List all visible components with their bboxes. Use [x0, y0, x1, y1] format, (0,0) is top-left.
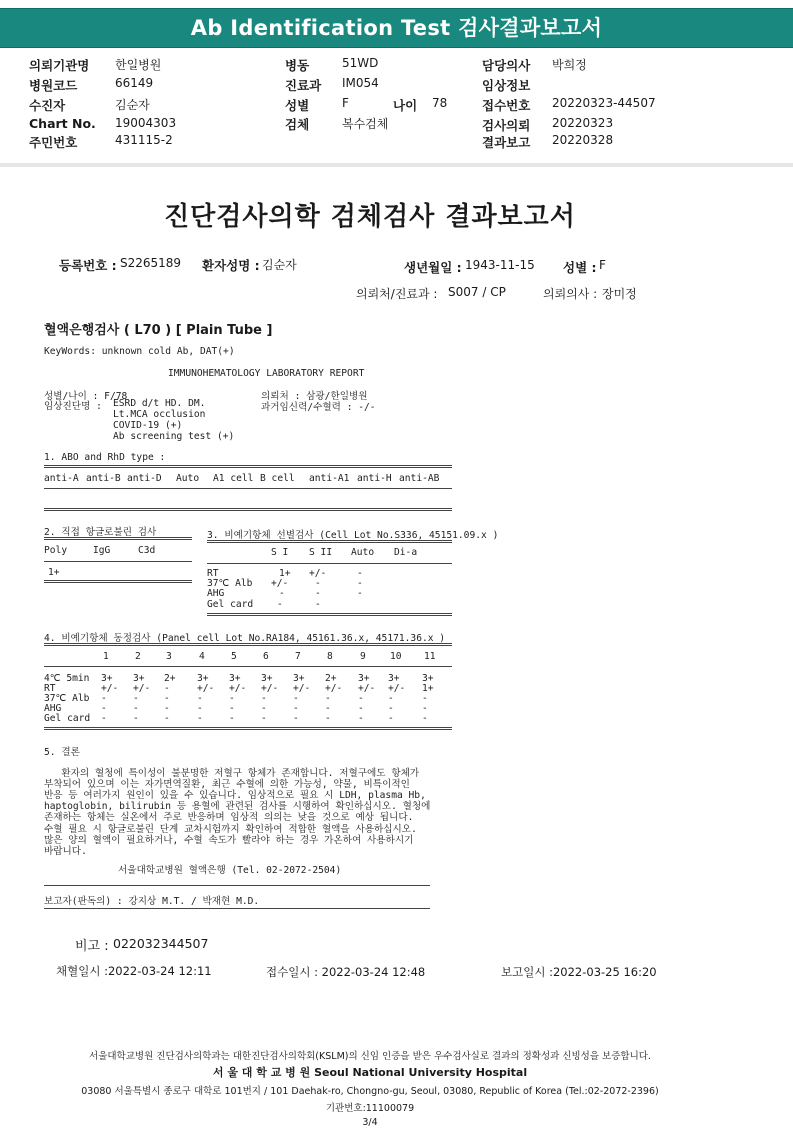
s4-cell: -	[293, 713, 299, 724]
s4-cell: 3+	[358, 673, 370, 684]
remarks-label: 비고 :	[75, 939, 109, 954]
s4-row-label: Gel card	[44, 713, 91, 724]
s4-cell: -	[422, 693, 428, 704]
s3-header: S I	[271, 547, 289, 558]
double-rule	[44, 465, 452, 468]
s4-cell: +/-	[388, 683, 406, 694]
section-divider	[0, 163, 793, 167]
s4-header-cell: 1	[103, 651, 109, 662]
s3-cell: -	[357, 588, 363, 599]
s1-header: anti-AB	[399, 473, 440, 484]
hospital-name-kr: 서 울 대 학 교 병 원	[212, 1066, 311, 1079]
s4-cell: 3+	[388, 673, 400, 684]
institution-number: 기관번호:11100079	[325, 1103, 415, 1114]
s3-cell: +/-	[309, 568, 327, 579]
s4-title: 4. 비예기항체 동정검사 (Panel cell Lot No.RA184, 45161.36.x, 45171.36.x )	[44, 633, 446, 644]
header-label: 접수번호	[482, 98, 531, 113]
conclusion-line: 많은 양의 혈액이 필요하거나, 수혈 속도가 빨라야 하는 경우 가온하여 사용하시기	[44, 834, 414, 846]
s4-cell: +/-	[101, 683, 119, 694]
reporter: 보고자(판독의) : 강지상 M.T. / 박재현 M.D.	[44, 896, 260, 907]
s4-header-cell: 8	[327, 651, 333, 662]
s2-value: 1+	[48, 567, 60, 578]
s4-cell: -	[197, 693, 203, 704]
header-value: 김순자	[115, 98, 150, 112]
s4-cell: 3+	[261, 673, 273, 684]
s4-cell: -	[229, 713, 235, 724]
s4-cell: -	[133, 693, 139, 704]
s3-cell: -	[315, 588, 321, 599]
s4-cell: 2+	[164, 673, 176, 684]
s4-cell: 3+	[422, 673, 434, 684]
s4-cell: -	[293, 703, 299, 714]
s4-cell: -	[101, 713, 107, 724]
conclusion-line: 바랍니다.	[44, 845, 87, 857]
s1-header: anti-H	[357, 473, 392, 484]
s3-cell: -	[277, 599, 283, 610]
s3-cell: -	[315, 578, 321, 589]
single-rule	[207, 563, 452, 564]
dept-label: 의뢰처/진료과 :	[356, 287, 438, 301]
s4-cell: -	[164, 693, 170, 704]
header-label: 임상정보	[482, 78, 531, 93]
doctor-value: 장미정	[602, 287, 637, 301]
hospital-name-en: Seoul National University Hospital	[314, 1066, 528, 1079]
s4-cell: -	[101, 703, 107, 714]
header-value: 19004303	[115, 116, 177, 130]
s4-cell: -	[261, 713, 267, 724]
single-rule	[44, 561, 192, 562]
s4-cell: +/-	[229, 683, 247, 694]
s3-cell: -	[279, 588, 285, 599]
s4-cell: -	[164, 713, 170, 724]
doctor-label: 의뢰의사 :	[543, 287, 598, 301]
s4-header-cell: 4	[199, 651, 205, 662]
s4-cell: -	[388, 693, 394, 704]
s4-cell: -	[422, 713, 428, 724]
header-value: 복수검체	[342, 117, 389, 131]
single-rule	[44, 666, 452, 667]
dept-value: S007 / CP	[448, 285, 506, 299]
header-value: 20220323-44507	[552, 96, 656, 110]
s1-header: anti-D	[127, 473, 162, 484]
s4-header-cell: 11	[424, 651, 436, 662]
collected-datetime: 채혈일시 :2022-03-24 12:11	[56, 964, 212, 978]
s4-cell: +/-	[133, 683, 151, 694]
s4-row-label: 4℃ 5min	[44, 673, 90, 684]
s4-cell: -	[325, 693, 331, 704]
diagnosis-line: COVID-19 (+)	[113, 420, 183, 431]
s4-cell: -	[388, 713, 394, 724]
conclusion-line: 존재하는 항체는 실온에서 주로 반응하며 임상적 의의는 낮을 것으로 예상 됩니다.	[44, 812, 414, 824]
blood-bank: 서울대학교병원 혈액은행 (Tel. 02-2072-2504)	[118, 865, 342, 876]
s4-cell: -	[325, 703, 331, 714]
header-label: 성별	[285, 98, 310, 113]
s1-header: A1 cell	[213, 473, 254, 484]
s3-cell: 1+	[279, 568, 291, 579]
s1-header: anti-B	[86, 473, 121, 484]
s4-header-cell: 10	[390, 651, 402, 662]
received-datetime: 접수일시 : 2022-03-24 12:48	[266, 965, 426, 979]
s4-cell: 3+	[101, 673, 113, 684]
s3-cell: -	[357, 568, 363, 579]
header-label: 검사의뢰	[482, 118, 531, 133]
referral: 의뢰처 : 삼광/한일병원	[261, 391, 368, 402]
header-value: 박희정	[552, 58, 587, 72]
single-rule	[44, 908, 430, 909]
transfusion-history: 과거임신력/수혈력 : -/-	[261, 402, 376, 413]
s4-cell: -	[229, 693, 235, 704]
s1-header: anti-A	[44, 473, 79, 484]
s4-header-cell: 2	[135, 651, 141, 662]
header-value: IM054	[342, 76, 379, 90]
report-title: 진단검사의학 검체검사 결과보고서	[164, 202, 576, 232]
s4-cell: -	[101, 693, 107, 704]
conclusion-line: 부착되어 있으며 이는 자가면역질환, 최근 수혈에 의한 가능성, 약물, 비특이적인	[44, 779, 410, 791]
hospital-address: 03080 서울특별시 종로구 대학로 101번지 / 101 Daehak-ro, Chongno-gu, Seoul, 03080, Republic of Korea (Tel.:02-2072-2396)	[81, 1086, 659, 1097]
double-rule	[44, 537, 192, 540]
certification-text: 서울대학교병원 진단검사의학과는 대한진단검사의학회(KSLM)의 신임 인증을 받은 우수검사실로 결과의 정확성과 신빙성을 보증합니다.	[89, 1051, 651, 1062]
header-value: 431115-2	[115, 133, 173, 147]
diagnosis-line: Lt.MCA occlusion	[113, 409, 206, 420]
s3-row-label: AHG	[207, 588, 225, 599]
double-rule	[44, 643, 452, 646]
header-label: 검체	[285, 117, 310, 132]
s3-header: S II	[309, 547, 333, 558]
s4-cell: -	[261, 703, 267, 714]
sex-age: 성별/나이 : F/78	[44, 391, 128, 402]
s4-header-cell: 6	[263, 651, 269, 662]
header-value: 20220328	[552, 133, 614, 147]
header-label: 결과보고	[482, 135, 531, 150]
diagnosis-label: 임상진단명 :	[44, 401, 102, 412]
s4-cell: 2+	[325, 673, 337, 684]
s4-cell: -	[358, 703, 364, 714]
double-rule	[44, 508, 452, 511]
header-label: 병원코드	[29, 78, 78, 93]
s1-title: 1. ABO and RhD type :	[44, 452, 166, 463]
s4-header-cell: 9	[360, 651, 366, 662]
s4-cell: +/-	[293, 683, 311, 694]
s4-header-cell: 5	[231, 651, 237, 662]
s4-cell: -	[261, 693, 267, 704]
s4-cell: +/-	[358, 683, 376, 694]
s4-cell: +/-	[325, 683, 343, 694]
s4-cell: -	[229, 703, 235, 714]
s4-header-cell: 3	[166, 651, 172, 662]
s4-cell: 3+	[197, 673, 209, 684]
header-value: F	[342, 96, 349, 110]
s4-cell: -	[325, 713, 331, 724]
s4-row-label: 37℃ Alb	[44, 693, 90, 704]
reported-datetime: 보고일시 :2022-03-25 16:20	[501, 965, 657, 979]
s4-cell: +/-	[197, 683, 215, 694]
hospital-name	[0, 1064, 740, 1080]
name-value: 김순자	[262, 258, 297, 272]
s4-cell: -	[197, 713, 203, 724]
s1-header: B cell	[260, 473, 295, 484]
dob-value: 1943-11-15	[465, 258, 535, 272]
s4-cell: 1+	[422, 683, 434, 694]
s2-header: C3d	[138, 545, 156, 556]
diagnosis-line: ESRD d/t HD. DM.	[113, 398, 206, 409]
s3-row-label: RT	[207, 568, 219, 579]
s4-cell: 3+	[133, 673, 145, 684]
lab-report-title: IMMUNOHEMATOLOGY LABORATORY REPORT	[168, 368, 365, 379]
s4-cell: -	[164, 703, 170, 714]
s4-cell: -	[422, 703, 428, 714]
header-value: 한일병원	[115, 58, 162, 72]
header-value: 20220323	[552, 116, 614, 130]
s1-header: Auto	[176, 473, 200, 484]
s4-cell: -	[133, 703, 139, 714]
dob-label: 생년월일 :	[404, 260, 462, 275]
s4-header-cell: 7	[295, 651, 301, 662]
diagnosis-line: Ab screening test (+)	[113, 431, 235, 442]
s4-row-label: AHG	[44, 703, 62, 714]
page-number: 3/4	[362, 1117, 378, 1128]
s4-cell: -	[197, 703, 203, 714]
header-value: 51WD	[342, 56, 379, 70]
s4-cell: 3+	[229, 673, 241, 684]
s2-header: Poly	[44, 545, 68, 556]
conclusion-line: haptoglobin, bilirubin 등 용혈에 관련된 검사를 시행하여 확인하십시오. 혈청에	[44, 801, 431, 813]
s4-cell: 3+	[293, 673, 305, 684]
s4-cell: +/-	[261, 683, 279, 694]
header-label: 의뢰기관명	[29, 58, 90, 73]
keywords: KeyWords: unknown cold Ab, DAT(+)	[44, 346, 235, 357]
s3-cell: -	[315, 599, 321, 610]
age-value: 78	[432, 96, 448, 110]
s3-header: Di-a	[394, 547, 418, 558]
s3-cell: +/-	[271, 578, 289, 589]
s4-row-label: RT	[44, 683, 56, 694]
double-rule	[207, 613, 452, 616]
reg-label: 등록번호 :	[59, 258, 117, 273]
s4-cell: -	[358, 693, 364, 704]
s4-cell: -	[164, 683, 170, 694]
s4-cell: -	[388, 703, 394, 714]
section-title: 혈액은행검사 ( L70 ) [ Plain Tube ]	[44, 323, 273, 338]
s4-cell: -	[358, 713, 364, 724]
s4-cell: -	[133, 713, 139, 724]
sex-value: F	[599, 258, 606, 272]
s4-cell: -	[293, 693, 299, 704]
s2-title: 2. 직접 항글로불린 검사	[44, 527, 157, 538]
double-rule	[44, 580, 192, 583]
title-banner	[0, 8, 793, 48]
reg-value: S2265189	[120, 256, 182, 270]
header-value: 66149	[115, 76, 154, 90]
double-rule	[44, 727, 452, 730]
name-label: 환자성명 :	[202, 258, 260, 273]
s3-title: 3. 비예기항체 선별검사 (Cell Lot No.S336, 45151.09.x )	[207, 530, 499, 541]
remarks-value: 022032344507	[113, 936, 209, 951]
s3-row-label: 37℃ Alb	[207, 578, 253, 589]
conclusion-line: 반응 등 여러가지 원인이 있을 수 있습니다. 임상적으로 필요 시 LDH, plasma Hb,	[44, 790, 426, 802]
banner-title: Ab Identification Test 검사결과보고서	[190, 16, 603, 40]
single-rule	[44, 885, 430, 886]
header-label: 진료과	[285, 78, 322, 93]
header-label: Chart No.	[29, 116, 96, 131]
age-label: 나이	[393, 98, 418, 113]
conclusion-line: 수혈 필요 시 항글로불린 단계 교차시험까지 확인하여 적합한 혈액을 사용하십시오.	[44, 823, 417, 835]
header-label: 수진자	[29, 98, 66, 113]
s3-header: Auto	[351, 547, 375, 558]
header-label: 담당의사	[482, 58, 531, 73]
single-rule	[44, 488, 452, 489]
s1-header: anti-A1	[309, 473, 350, 484]
s2-header: IgG	[93, 545, 111, 556]
s3-row-label: Gel card	[207, 599, 254, 610]
s5-title: 5. 결론	[44, 747, 80, 758]
header-label: 주민번호	[29, 135, 78, 150]
s3-cell: -	[357, 578, 363, 589]
conclusion-line: 환자의 혈청에 특이성이 불분명한 저혈구 항체가 존재합니다. 저혈구에도 항체가	[44, 768, 420, 779]
sex-label: 성별 :	[563, 260, 597, 275]
header-label: 병동	[285, 58, 310, 73]
double-rule	[207, 540, 452, 543]
